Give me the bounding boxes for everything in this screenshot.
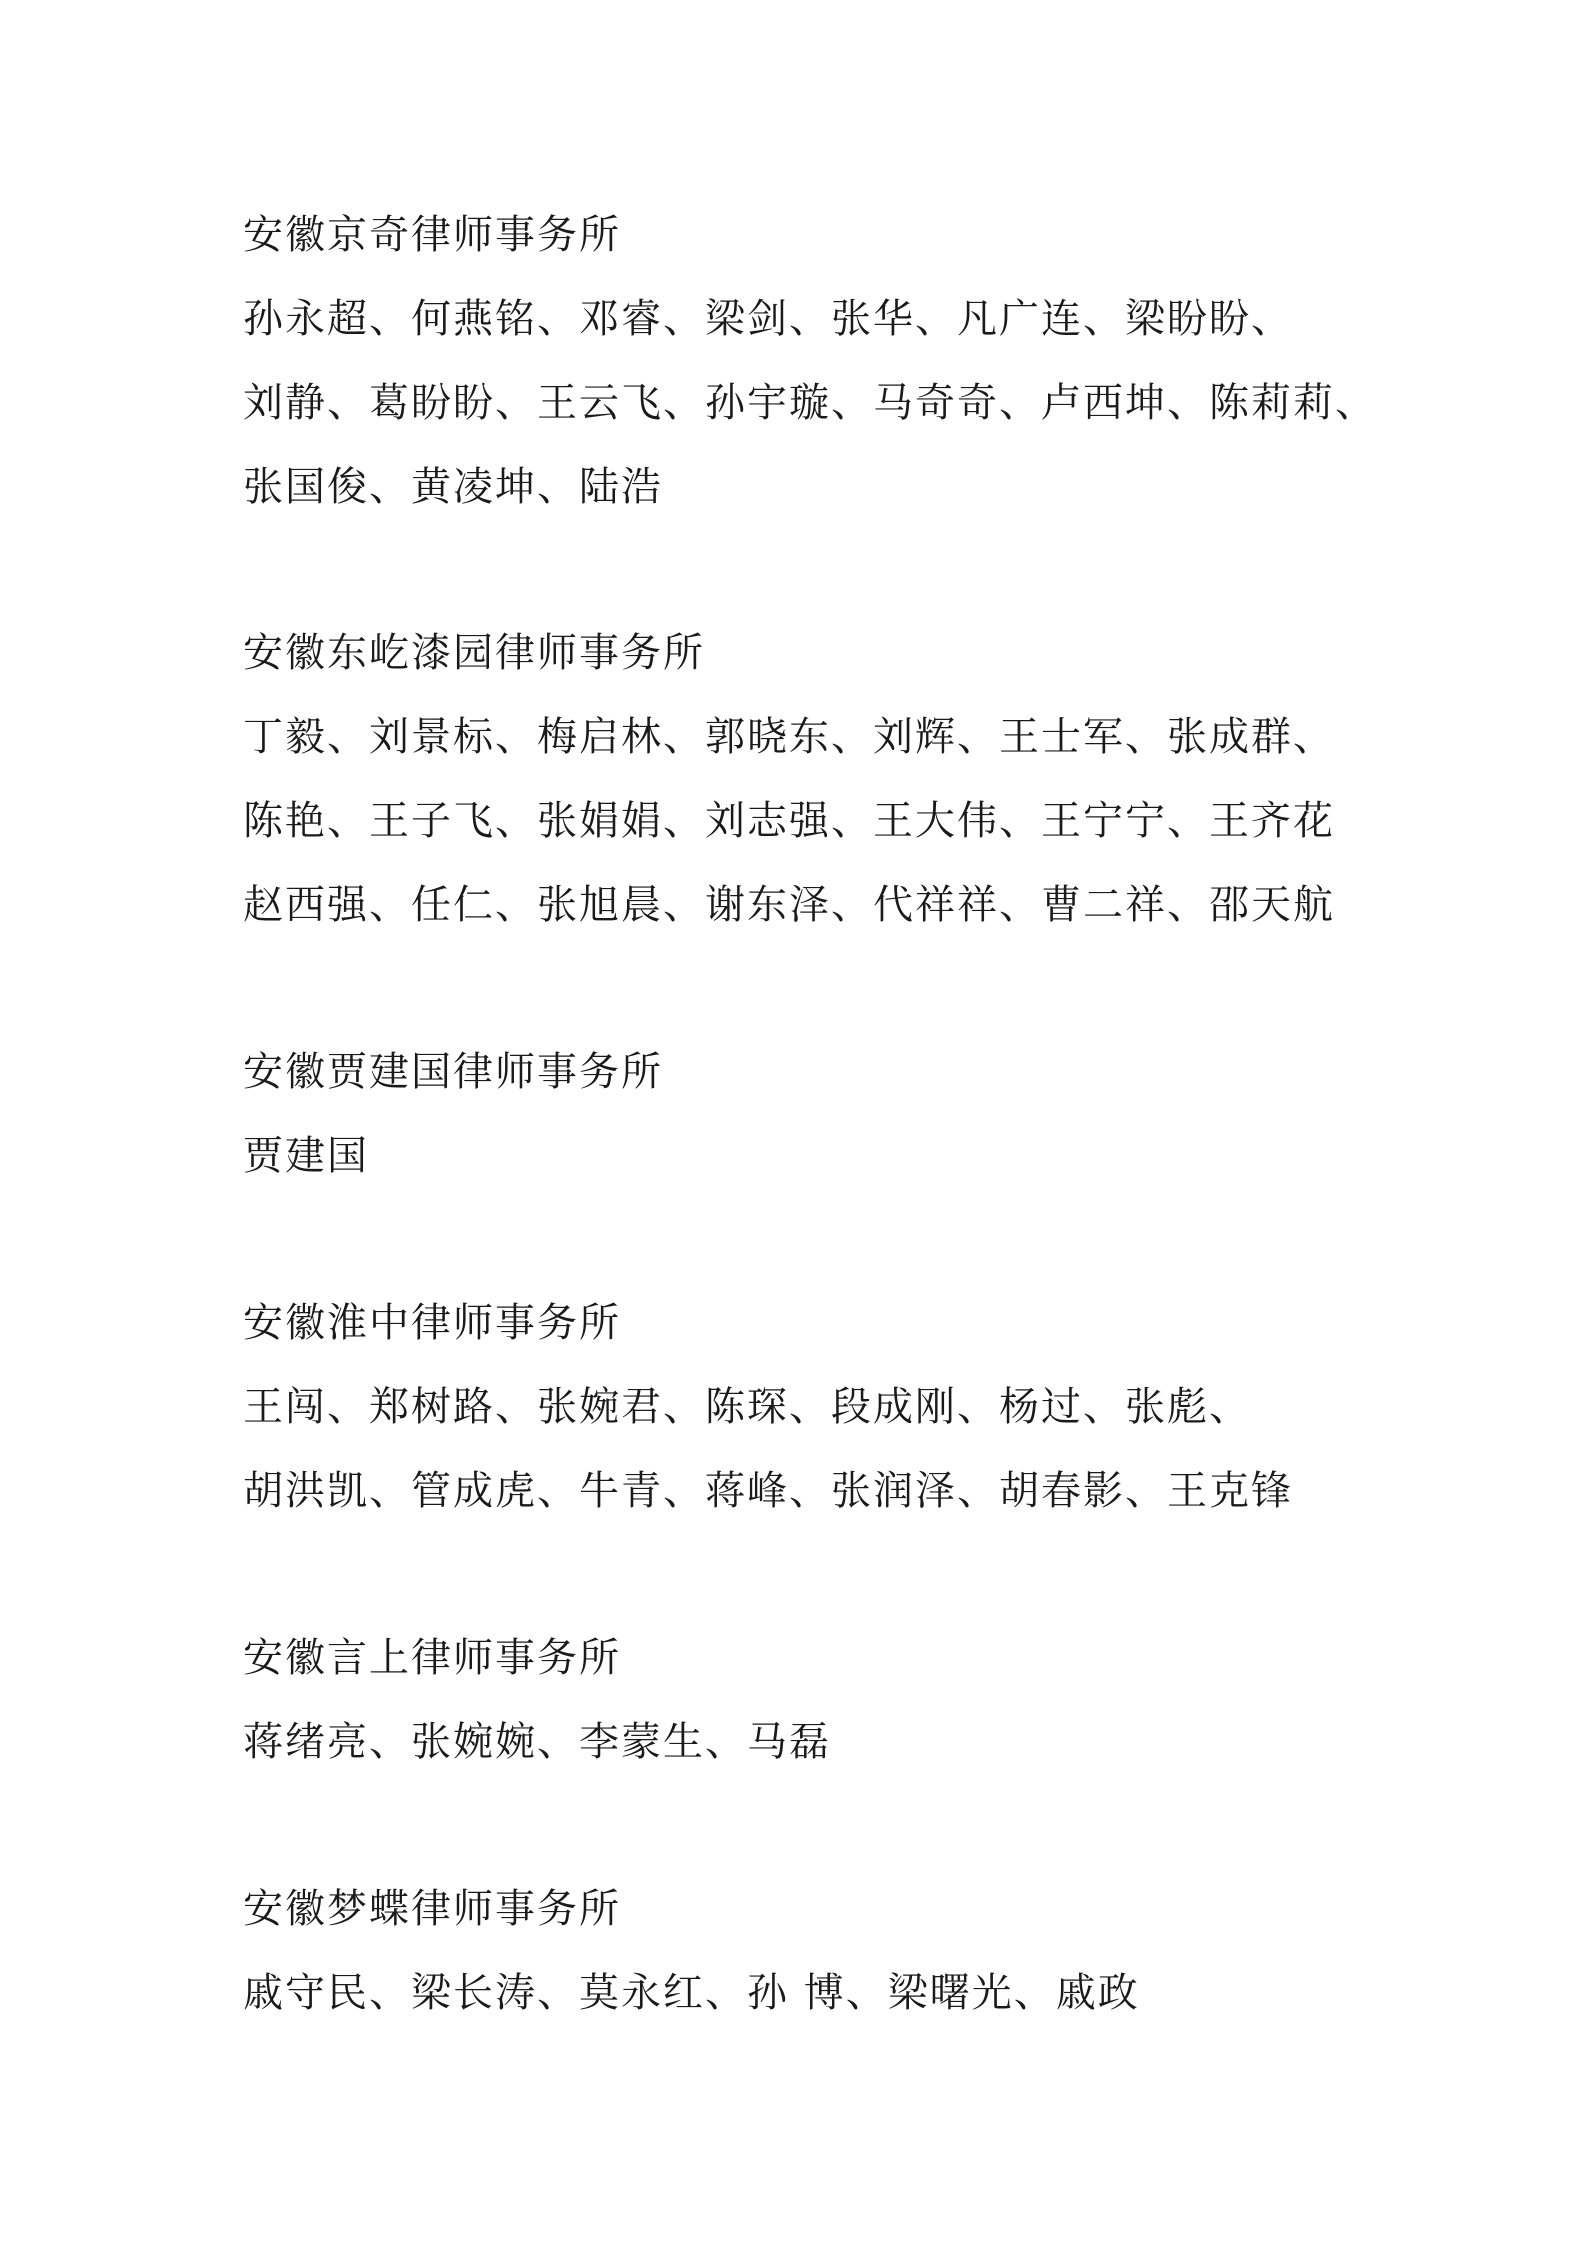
firm-name: 安徽梦蝶律师事务所 (243, 1886, 621, 1932)
lawyer-list-line: 孙永超、何燕铭、邓睿、梁剑、张华、凡广连、梁盼盼、 (243, 296, 1293, 342)
firm-name: 安徽东屹漆园律师事务所 (243, 630, 705, 676)
lawyer-list-line: 蒋绪亮、张婉婉、李蒙生、马磊 (243, 1719, 831, 1765)
firm-name: 安徽言上律师事务所 (243, 1635, 621, 1681)
firm-name: 安徽京奇律师事务所 (243, 212, 621, 258)
firm-name: 安徽淮中律师事务所 (243, 1300, 621, 1346)
lawyer-list-line: 刘静、葛盼盼、王云飞、孙宇璇、马奇奇、卢西坤、陈莉莉、 (243, 380, 1377, 426)
lawyer-list-line: 陈艳、王子飞、张娟娟、刘志强、王大伟、王宁宁、王齐花 (243, 798, 1335, 844)
firm-name: 安徽贾建国律师事务所 (243, 1049, 663, 1095)
lawyer-list-line: 丁毅、刘景标、梅启林、郭晓东、刘辉、王士军、张成群、 (243, 714, 1335, 760)
lawyer-list-line: 贾建国 (243, 1133, 369, 1179)
lawyer-list-line: 赵西强、任仁、张旭晨、谢东泽、代祥祥、曹二祥、邵天航 (243, 882, 1335, 928)
lawyer-list-line: 戚守民、梁长涛、莫永红、孙 博、梁曙光、戚政 (243, 1970, 1140, 2016)
lawyer-list-line: 王闯、郑树路、张婉君、陈琛、段成刚、杨过、张彪、 (243, 1384, 1251, 1430)
lawyer-list-line: 胡洪凯、管成虎、牛青、蒋峰、张润泽、胡春影、王克锋 (243, 1468, 1293, 1514)
lawyer-list-line: 张国俊、黄凌坤、陆浩 (243, 464, 663, 510)
